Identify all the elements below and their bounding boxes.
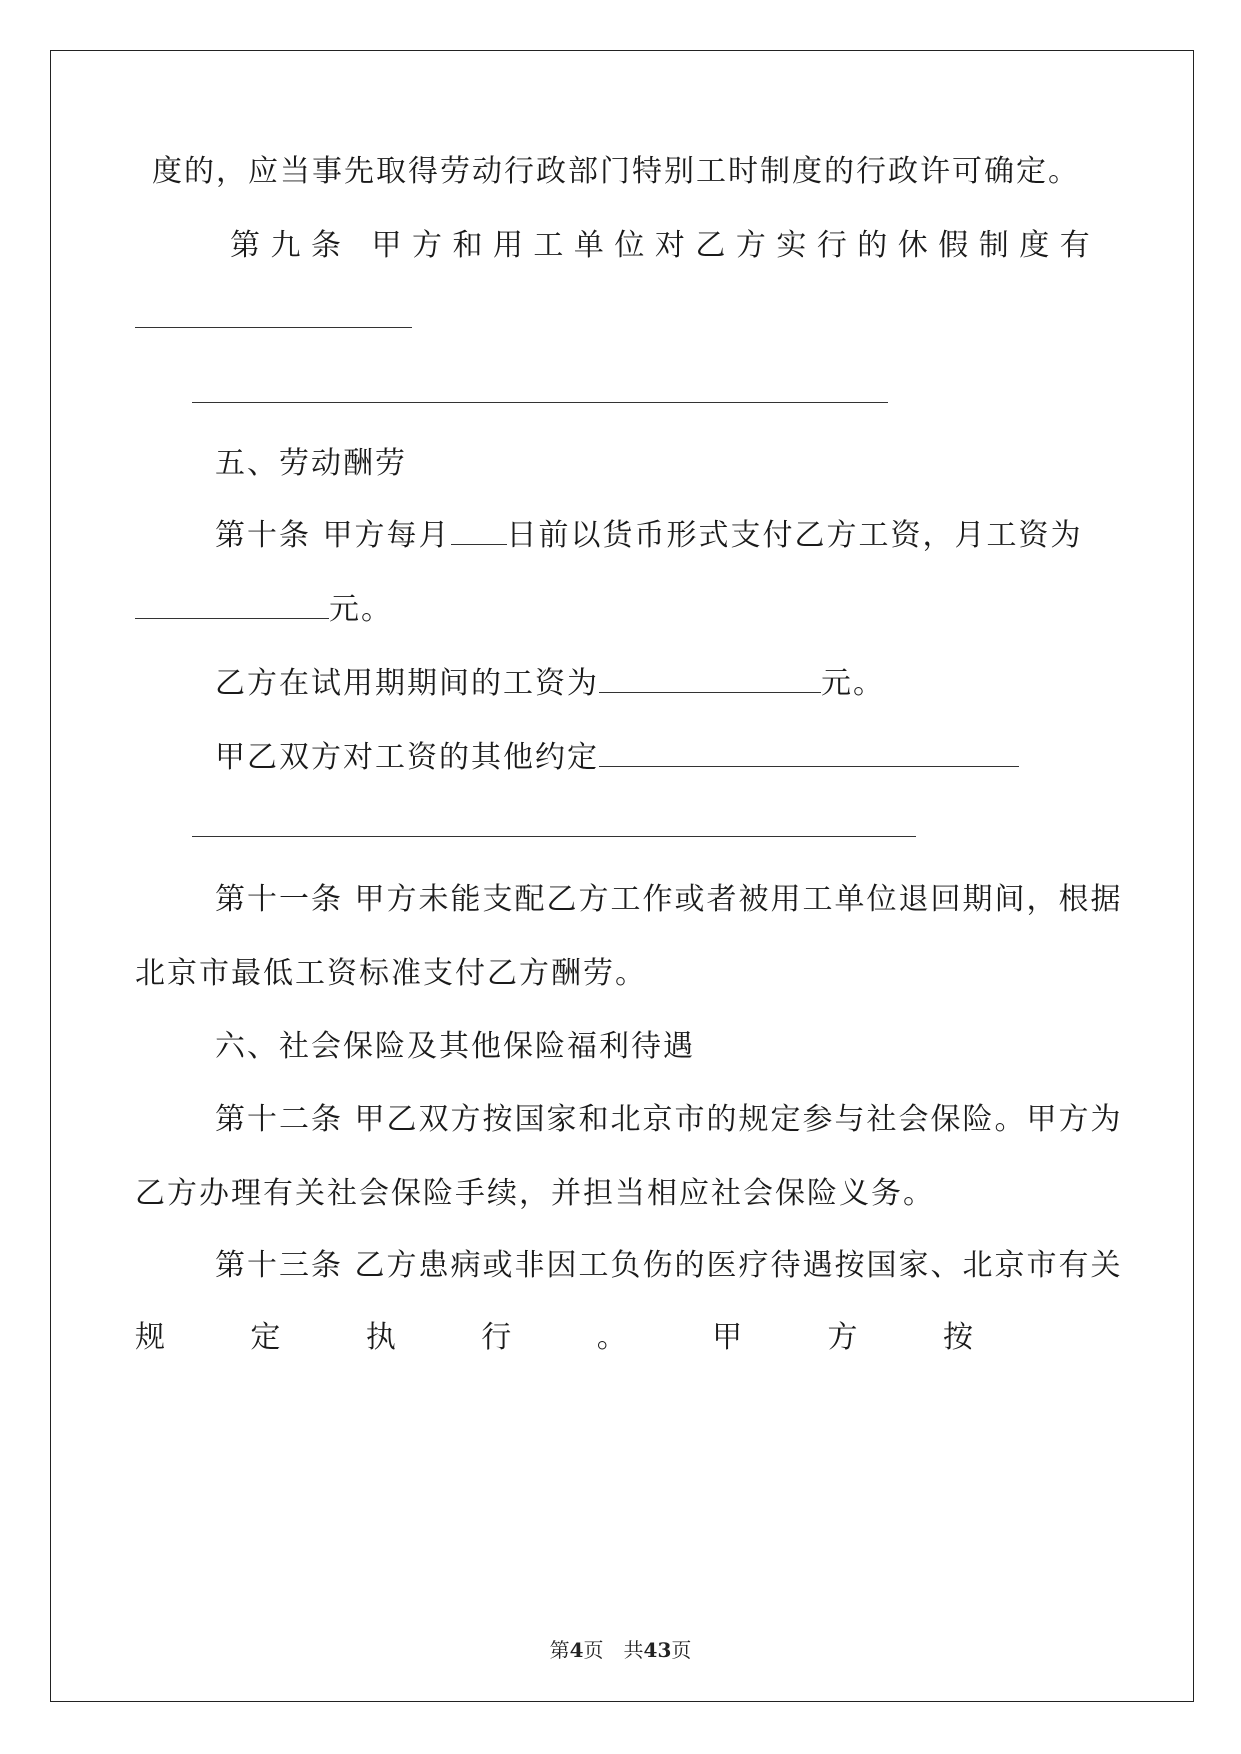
justified-char: 甲 xyxy=(371,228,404,263)
justified-char: 休 xyxy=(897,228,930,263)
article-11-line: 北京市最低工资标准支付乙方酬劳。 xyxy=(135,956,647,991)
article-10-text: 第十条 甲方每月 xyxy=(215,518,451,553)
blank-rule xyxy=(192,402,888,403)
other-pay-text: 甲乙双方对工资的其他约定 xyxy=(215,740,599,775)
other-pay-line xyxy=(215,738,1155,778)
probation-text: 乙方在试用期期间的工资为 xyxy=(215,666,599,701)
article-13-line: 第十三条 乙方患病或非因工负伤的医疗待遇按国家、北京市有关 xyxy=(215,1248,1123,1283)
justified-char: 甲 xyxy=(712,1320,745,1355)
justified-char: 按 xyxy=(942,1320,975,1355)
blank-rule xyxy=(192,836,916,837)
article-13-line-justified xyxy=(135,1318,975,1358)
justified-char: 的 xyxy=(857,228,890,263)
article-11-line: 第十一条 甲方未能支配乙方工作或者被用工单位退回期间，根据 xyxy=(215,882,1123,917)
paragraph-line: 度的，应当事先取得劳动行政部门特别工时制度的行政许可确定。 xyxy=(152,154,1080,189)
justified-char: 有 xyxy=(1059,228,1092,263)
article-9-line xyxy=(230,226,1092,266)
justified-char: 九 xyxy=(270,228,303,263)
salary-line xyxy=(135,590,1075,630)
justified-char: 实 xyxy=(776,228,809,263)
justified-char xyxy=(351,226,363,266)
footer-text: 第 xyxy=(549,1638,570,1662)
justified-char: 。 xyxy=(596,1320,629,1355)
footer-text: 页 共 xyxy=(583,1638,644,1662)
justified-char: 条 xyxy=(310,228,343,263)
blank-rule xyxy=(135,327,412,328)
article-10-text: 日前以货币形式支付乙方工资，月工资为 xyxy=(506,518,1083,553)
salary-blank xyxy=(135,592,329,619)
probation-line xyxy=(215,664,1155,704)
justified-char: 执 xyxy=(365,1320,398,1355)
day-blank xyxy=(451,518,507,545)
justified-char: 定 xyxy=(250,1320,283,1355)
justified-char: 和 xyxy=(452,228,485,263)
justified-char: 规 xyxy=(135,1320,167,1355)
justified-char: 制 xyxy=(978,228,1011,263)
probation-blank xyxy=(599,666,821,693)
justified-char: 方 xyxy=(411,228,444,263)
probation-unit: 元。 xyxy=(821,666,885,701)
justified-char: 第 xyxy=(230,228,262,263)
article-12-line: 乙方办理有关社会保险手续，并担当相应社会保险义务。 xyxy=(135,1176,935,1211)
justified-char: 用 xyxy=(492,228,525,263)
section-heading: 五、劳动酬劳 xyxy=(215,446,407,481)
article-10-line xyxy=(215,516,1155,556)
page-footer xyxy=(0,1634,1241,1663)
total-pages-number: 43 xyxy=(643,1638,672,1662)
justified-char: 行 xyxy=(481,1320,514,1355)
section-heading: 六、社会保险及其他保险福利待遇 xyxy=(215,1029,695,1064)
justified-char: 度 xyxy=(1019,228,1052,263)
justified-char: 行 xyxy=(816,228,849,263)
page-border xyxy=(50,50,1194,1702)
salary-unit: 元。 xyxy=(329,592,393,627)
other-pay-blank xyxy=(599,740,1019,767)
justified-char: 方 xyxy=(735,228,768,263)
justified-char: 单 xyxy=(573,228,606,263)
justified-char: 对 xyxy=(654,228,687,263)
justified-char: 工 xyxy=(533,228,566,263)
article-12-line: 第十二条 甲乙双方按国家和北京市的规定参与社会保险。甲方为 xyxy=(215,1102,1123,1137)
justified-char: 假 xyxy=(938,228,971,263)
justified-char: 位 xyxy=(614,228,647,263)
footer-text: 页 xyxy=(671,1638,692,1662)
justified-char: 乙 xyxy=(695,228,728,263)
current-page-number: 4 xyxy=(569,1638,584,1662)
justified-char: 方 xyxy=(827,1320,860,1355)
